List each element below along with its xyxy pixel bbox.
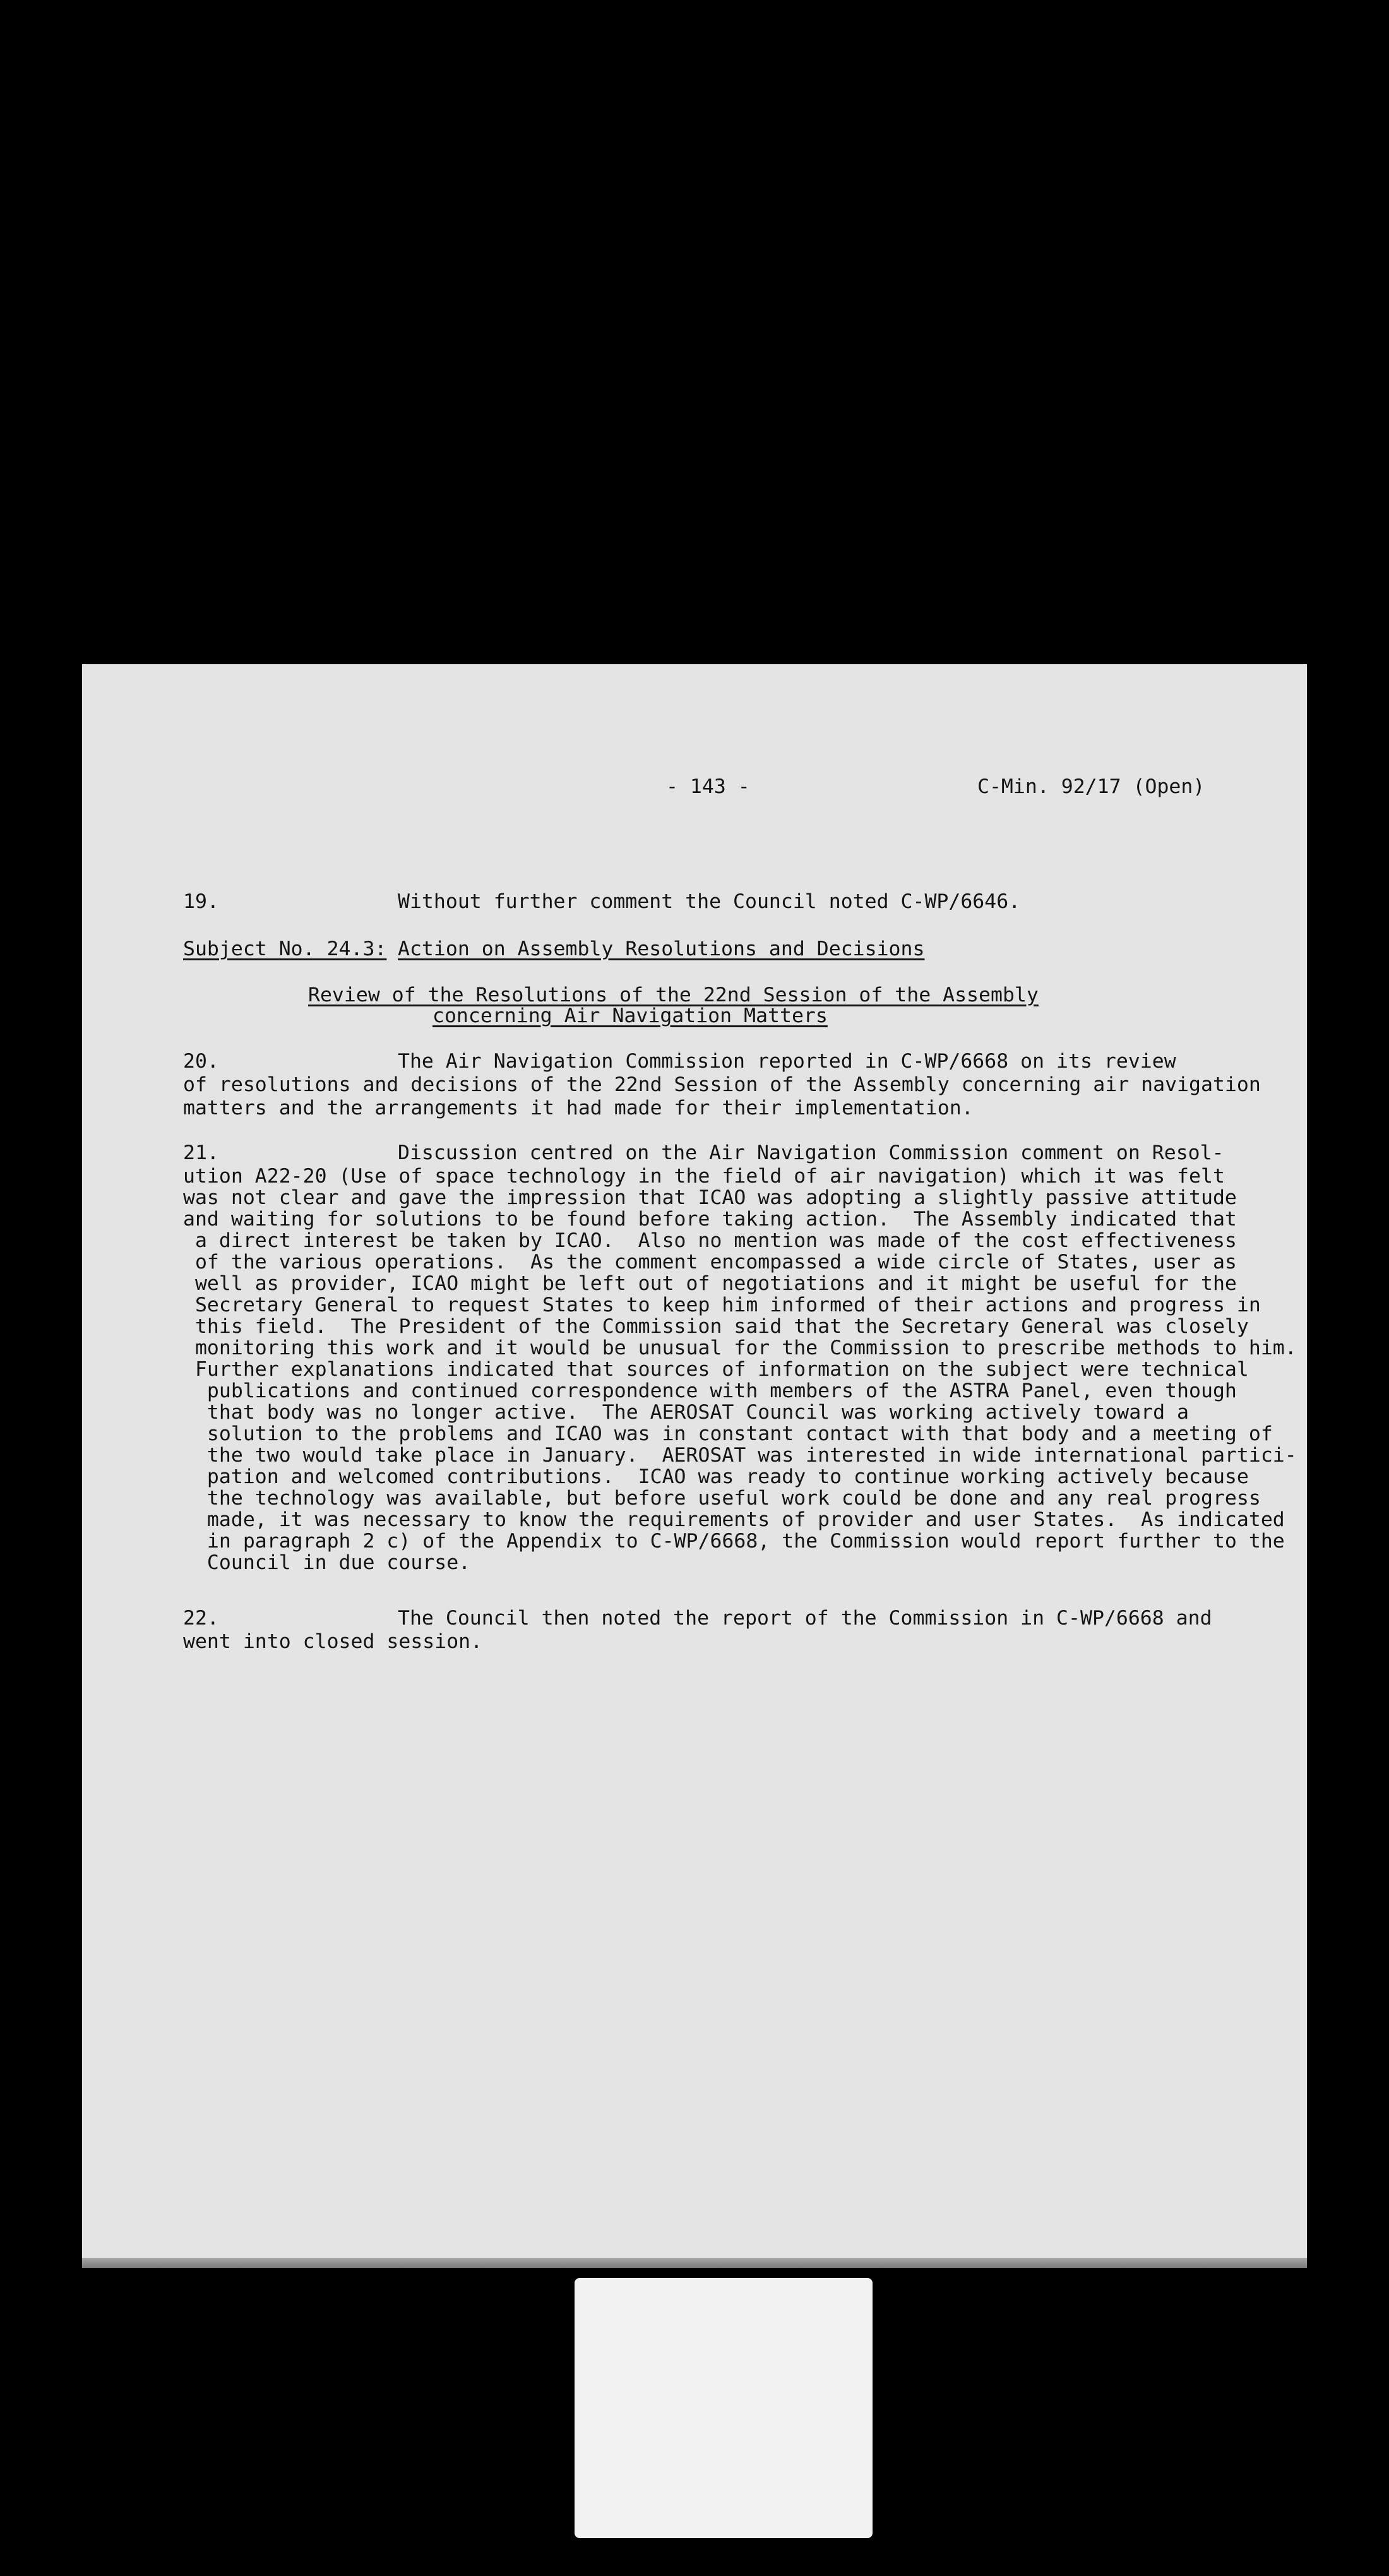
paragraph-number-19: 19. <box>183 890 219 913</box>
paragraph-21-line: made, it was necessary to know the requirements of provider and user States. As indicated <box>183 1508 1285 1531</box>
paragraph-21-line: this field. The President of the Commission said that the Secretary General was closely <box>183 1315 1249 1338</box>
paragraph-21-line: Secretary General to request States to keep him informed of their actions and progress in <box>183 1294 1261 1316</box>
paragraph-21-line: in paragraph 2 c) of the Appendix to C-WP/6668, the Commission would report further to the <box>183 1530 1285 1553</box>
paragraph-21-line: ution A22-20 (Use of space technology in the field of air navigation) which it was felt <box>183 1165 1225 1188</box>
paragraph-20-first-line: The Air Navigation Commission reported in C-WP/6668 on its review <box>398 1050 1176 1073</box>
paragraph-21-line: that body was no longer active. The AEROSAT Council was working actively toward a <box>183 1401 1189 1424</box>
page-number: - 143 - <box>666 775 750 798</box>
paragraph-22-line: went into closed session. <box>183 1630 483 1653</box>
paragraph-19-line: Without further comment the Council noted C-WP/6646. <box>398 890 1021 913</box>
paragraph-21-first-line: Discussion centred on the Air Navigation Commission comment on Resol- <box>398 1142 1224 1164</box>
paragraph-number-20: 20. <box>183 1050 219 1073</box>
paragraph-21-line: the two would take place in January. AEROSAT was interested in wide international partici- <box>183 1444 1297 1467</box>
paragraph-21-line: the technology was available, but before useful work could be done and any real progress <box>183 1487 1261 1510</box>
paragraph-21-line: Further explanations indicated that sources of information on the subject were technical <box>183 1358 1249 1381</box>
paragraph-21-line: a direct interest be taken by ICAO. Also no mention was made of the cost effectiveness <box>183 1229 1237 1252</box>
paragraph-21-line: pation and welcomed contributions. ICAO was ready to continue working actively because <box>183 1465 1249 1488</box>
paragraph-21-line: publications and continued correspondence with members of the ASTRA Panel, even though <box>183 1380 1237 1402</box>
section-subtitle-line2: concerning Air Navigation Matters <box>432 1005 828 1027</box>
paragraph-21-line: and waiting for solutions to be found before taking action. The Assembly indicated that <box>183 1208 1237 1231</box>
document-reference: C-Min. 92/17 (Open) <box>977 775 1205 798</box>
paragraph-21-line: well as provider, ICAO might be left out of negotiations and it might be useful for the <box>183 1272 1237 1295</box>
paragraph-21-line: of the various operations. As the comment encompassed a wide circle of States, user as <box>183 1251 1237 1273</box>
paragraph-20-line: of resolutions and decisions of the 22nd Session of the Assembly concerning air navigation <box>183 1073 1261 1096</box>
page-bottom-edge <box>82 2258 1307 2268</box>
paragraph-21-line: Council in due course. <box>183 1551 471 1574</box>
paragraph-number-22: 22. <box>183 1607 219 1630</box>
paragraph-21-line: monitoring this work and it would be unusual for the Commission to prescribe methods to him. <box>183 1337 1297 1359</box>
section-subtitle-line1: Review of the Resolutions of the 22nd Session of the Assembly <box>308 984 1039 1006</box>
paragraph-number-21: 21. <box>183 1142 219 1164</box>
subject-title: Action on Assembly Resolutions and Decisions <box>398 938 925 960</box>
blank-card <box>575 2278 873 2538</box>
paragraph-21-line: solution to the problems and ICAO was in constant contact with that body and a meeting of <box>183 1422 1273 1445</box>
paragraph-21-line: was not clear and gave the impression that ICAO was adopting a slightly passive attitude <box>183 1186 1237 1209</box>
paragraph-22-first-line: The Council then noted the report of the Commission in C-WP/6668 and <box>398 1607 1212 1630</box>
paragraph-20-line: matters and the arrangements it had made for their implementation. <box>183 1097 974 1119</box>
subject-number: Subject No. 24.3: <box>183 938 387 960</box>
